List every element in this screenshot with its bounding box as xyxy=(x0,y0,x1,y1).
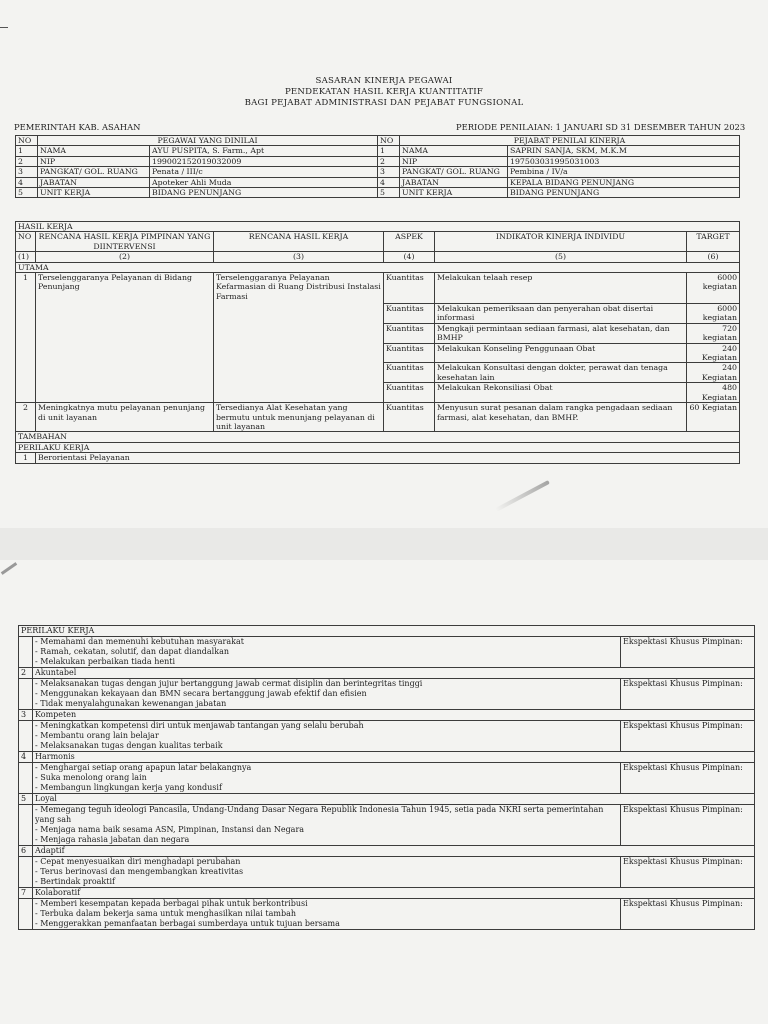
behavior-item xyxy=(19,763,755,794)
behavior-point: - Ramah, cekatan, solutif, dan dapat diandalkan xyxy=(35,647,229,656)
section-tambahan: TAMBAHAN xyxy=(16,432,740,442)
empty-cell xyxy=(19,857,33,888)
behavior-point: - Menggerakkan pemanfaatan berbagai sumberdaya untuk tujuan bersama xyxy=(35,919,340,928)
empty-cell xyxy=(19,721,33,752)
identity-row xyxy=(16,146,740,156)
aspect: Kuantitas xyxy=(384,383,435,403)
field-label: PANGKAT/ GOL. RUANG xyxy=(400,167,508,177)
target: 60 Kegiatan xyxy=(687,403,740,432)
row-number xyxy=(19,637,33,668)
row-number: 3 xyxy=(19,710,33,721)
aspect: Kuantitas xyxy=(384,363,435,383)
behavior-point: - Cepat menyesuaikan diri menghadapi perubahan xyxy=(35,857,241,866)
column-number: (1) xyxy=(16,252,36,262)
behavior-point: - Terbuka dalam bekerja sama untuk menghasilkan nilai tambah xyxy=(35,909,296,918)
title-line: PENDEKATAN HASIL KERJA KUANTITATIF xyxy=(284,87,484,97)
behavior-point: - Meningkatkan kompetensi diri untuk menjawab tantangan yang selalu berubah xyxy=(35,721,364,730)
behavior-name: Kompeten xyxy=(33,710,755,721)
behavior-item xyxy=(19,805,755,846)
behavior-item xyxy=(19,857,755,888)
work-results-table xyxy=(15,221,740,464)
row-number: 2 xyxy=(16,403,36,432)
empty-cell xyxy=(19,679,33,710)
employee-position: Apoteker Ahli Muda xyxy=(150,177,378,187)
row-number: 7 xyxy=(19,888,33,899)
leader-plan: Meningkatnya mutu pelayanan penunjang di unit layanan xyxy=(36,403,214,432)
leader-plan: Terselenggaranya Pelayanan di Bidang Penunjang xyxy=(36,273,214,403)
row-number: 1 xyxy=(16,146,38,156)
behavior-item xyxy=(19,679,755,710)
behavior-name: Loyal xyxy=(33,794,755,805)
column-number: (4) xyxy=(384,252,435,262)
empty-cell xyxy=(19,805,33,846)
field-label: NAMA xyxy=(38,146,150,156)
field-label: JABATAN xyxy=(400,177,508,187)
behavior-name: Akuntabel xyxy=(33,668,755,679)
behavior-point: - Menjaga nama baik sesama ASN, Pimpinan, Instansi dan Negara xyxy=(35,825,305,834)
indicator-row xyxy=(16,403,740,432)
behavior-item xyxy=(19,899,755,930)
behavior-point: - Bertindak proaktif xyxy=(35,877,116,886)
expectation-label: Ekspektasi Khusus Pimpinan: xyxy=(621,763,755,794)
row-number: 2 xyxy=(378,156,400,166)
field-label: UNIT KERJA xyxy=(38,188,150,198)
behavior-points xyxy=(33,857,621,888)
field-label: JABATAN xyxy=(38,177,150,187)
section-utama: UTAMA xyxy=(16,262,740,272)
indicator: Mengkaji permintaan sediaan farmasi, alat kesehatan, dan BMHP xyxy=(435,323,687,343)
row-number: 4 xyxy=(378,177,400,187)
assessor-position: KEPALA BIDANG PENUNJANG xyxy=(508,177,740,187)
expectation-label: Ekspektasi Khusus Pimpinan: xyxy=(621,721,755,752)
behavior-points xyxy=(33,721,621,752)
behavior-points xyxy=(33,899,621,930)
behavior-point: - Memegang teguh ideologi Pancasila, Undang-Undang Dasar Negara Republik Indonesia Tahun 1945, setia pada NKRI serta pemerintahan yang sah xyxy=(35,805,604,824)
behavior-point: - Terus berinovasi dan mengembangkan kreativitas xyxy=(35,867,244,876)
behavior-point: - Menjaga rahasia jabatan dan negara xyxy=(35,835,190,844)
row-number: 1 xyxy=(378,146,400,156)
behavior-name: Kolaboratif xyxy=(33,888,755,899)
behavior-name: Adaptif xyxy=(33,846,755,857)
row-number: 2 xyxy=(16,156,38,166)
behavior-point: - Suka menolong orang lain xyxy=(35,773,147,782)
assessor-nip: 197503031995031003 xyxy=(508,156,740,166)
column-header: TARGET xyxy=(687,232,740,252)
behavior-points xyxy=(33,805,621,846)
column-number: (3) xyxy=(214,252,384,262)
row-number: 5 xyxy=(19,794,33,805)
section-perilaku-kerja: PERILAKU KERJA xyxy=(16,442,740,452)
behavior-point: - Menghargai setiap orang apapun latar belakangnya xyxy=(35,763,252,772)
col-no-header: NO xyxy=(16,136,38,146)
row-number: 4 xyxy=(19,752,33,763)
behavior-point: - Memberi kesempatan kepada berbagai pihak untuk berkontribusi xyxy=(35,899,308,908)
indicator-row xyxy=(16,273,740,304)
indicator: Melakukan telaah resep xyxy=(435,273,687,304)
field-label: NIP xyxy=(38,156,150,166)
identity-row xyxy=(16,167,740,177)
behavior-name: Berorientasi Pelayanan xyxy=(36,453,740,463)
column-header: RENCANA HASIL KERJA xyxy=(214,232,384,252)
behavior-points xyxy=(33,637,621,668)
identity-row xyxy=(16,188,740,198)
column-number: (5) xyxy=(435,252,687,262)
empty-cell xyxy=(19,899,33,930)
identity-row xyxy=(16,177,740,187)
column-number: (2) xyxy=(36,252,214,262)
column-header: NO xyxy=(16,232,36,252)
employee-rank: Penata / III/c xyxy=(150,167,378,177)
target: 240 Kegiatan xyxy=(687,363,740,383)
target: 480 Kegiatan xyxy=(687,383,740,403)
employee-nip: 199002152019032009 xyxy=(150,156,378,166)
target: 6000 kegiatan xyxy=(687,273,740,304)
field-label: PANGKAT/ GOL. RUANG xyxy=(38,167,150,177)
row-number: 2 xyxy=(19,668,33,679)
column-header: RENCANA HASIL KERJA PIMPINAN YANG DIINTERVENSI xyxy=(36,232,214,252)
row-number: 3 xyxy=(378,167,400,177)
assessor-unit: BIDANG PENUNJANG xyxy=(508,188,740,198)
expectation-label: Ekspektasi Khusus Pimpinan: xyxy=(621,637,755,668)
behavior-point: - Melaksanakan tugas dengan kualitas terbaik xyxy=(35,741,223,750)
behavior-point: - Memahami dan memenuhi kebutuhan masyarakat xyxy=(35,637,244,646)
behavior-point: - Membangun lingkungan kerja yang kondusif xyxy=(35,783,222,792)
indicator: Melakukan Konsultasi dengan dokter, perawat dan tenaga kesehatan lain xyxy=(435,363,687,383)
behavior-item xyxy=(19,637,755,668)
behavior-point: - Melakukan perbaikan tiada henti xyxy=(35,657,176,666)
identity-table xyxy=(15,135,740,198)
work-plan: Tersedianya Alat Kesehatan yang bermutu untuk menunjang pelayanan di unit layanan xyxy=(214,403,384,432)
behavior-table xyxy=(18,625,755,930)
aspect: Kuantitas xyxy=(384,304,435,324)
expectation-label: Ekspektasi Khusus Pimpinan: xyxy=(621,899,755,930)
title-line: SASARAN KINERJA PEGAWAI xyxy=(315,76,453,86)
period-label: PERIODE PENILAIAN: 1 JANUARI SD 31 DESEMBER TAHUN 2023 xyxy=(456,122,746,132)
assessed-employee-header: PEGAWAI YANG DINILAI xyxy=(38,136,378,146)
row-number: 1 xyxy=(16,273,36,403)
behavior-name: Harmonis xyxy=(33,752,755,763)
behavior-point: - Menggunakan kekayaan dan BMN secara bertanggung jawab efektif dan efisien xyxy=(35,689,367,698)
expectation-label: Ekspektasi Khusus Pimpinan: xyxy=(621,857,755,888)
column-header: INDIKATOR KINERJA INDIVIDU xyxy=(435,232,687,252)
government-label: PEMERINTAH KAB. ASAHAN xyxy=(14,122,141,132)
behavior-points xyxy=(33,679,621,710)
behavior-points xyxy=(33,763,621,794)
aspect: Kuantitas xyxy=(384,343,435,363)
row-number: 6 xyxy=(19,846,33,857)
behavior-point: - Membantu orang lain belajar xyxy=(35,731,159,740)
field-label: NIP xyxy=(400,156,508,166)
row-number: 5 xyxy=(378,188,400,198)
section-hasil-kerja: HASIL KERJA xyxy=(16,222,740,232)
assessor-header: PEJABAT PENILAI KINERJA xyxy=(400,136,740,146)
behavior-point: - Tidak menyalahgunakan kewenangan jabatan xyxy=(35,699,227,708)
row-number: 4 xyxy=(16,177,38,187)
assessor-name: SAPRIN SANJA, SKM, M.K.M xyxy=(508,146,740,156)
indicator: Melakukan Konseling Penggunaan Obat xyxy=(435,343,687,363)
aspect: Kuantitas xyxy=(384,323,435,343)
col-no-header: NO xyxy=(378,136,400,146)
behavior-point: - Melaksanakan tugas dengan jujur bertanggung jawab cermat disiplin dan berintegritas tinggi xyxy=(35,679,423,688)
target: 240 Kegiatan xyxy=(687,343,740,363)
target: 6000 kegiatan xyxy=(687,304,740,324)
assessor-rank: Pembina / IV/a xyxy=(508,167,740,177)
aspect: Kuantitas xyxy=(384,403,435,432)
employee-name: AYU PUSPITA, S. Farm., Apt xyxy=(150,146,378,156)
row-number: 5 xyxy=(16,188,38,198)
field-label: NAMA xyxy=(400,146,508,156)
expectation-label: Ekspektasi Khusus Pimpinan: xyxy=(621,805,755,846)
row-number: 1 xyxy=(16,453,36,463)
indicator: Menyusun surat pesanan dalam rangka pengadaan sediaan farmasi, alat kesehatan, dan BMHP. xyxy=(435,403,687,432)
aspect: Kuantitas xyxy=(384,273,435,304)
field-label: UNIT KERJA xyxy=(400,188,508,198)
indicator: Melakukan pemeriksaan dan penyerahan obat disertai informasi xyxy=(435,304,687,324)
target: 720 kegiatan xyxy=(687,323,740,343)
identity-row xyxy=(16,156,740,166)
employee-unit: BIDANG PENUNJANG xyxy=(150,188,378,198)
behavior-table-title: PERILAKU KERJA xyxy=(19,626,755,637)
behavior-item xyxy=(19,721,755,752)
column-number: (6) xyxy=(687,252,740,262)
row-number: 3 xyxy=(16,167,38,177)
scan-mark xyxy=(0,27,8,28)
empty-cell xyxy=(19,763,33,794)
work-plan: Terselenggaranya Pelayanan Kefarmasian di Ruang Distribusi Instalasi Farmasi xyxy=(214,273,384,403)
title-line: BAGI PEJABAT ADMINISTRASI DAN PEJABAT FUNGSIONAL xyxy=(244,98,524,108)
document-title xyxy=(0,76,768,109)
column-header: ASPEK xyxy=(384,232,435,252)
indicator: Melakukan Rekonsiliasi Obat xyxy=(435,383,687,403)
expectation-label: Ekspektasi Khusus Pimpinan: xyxy=(621,679,755,710)
